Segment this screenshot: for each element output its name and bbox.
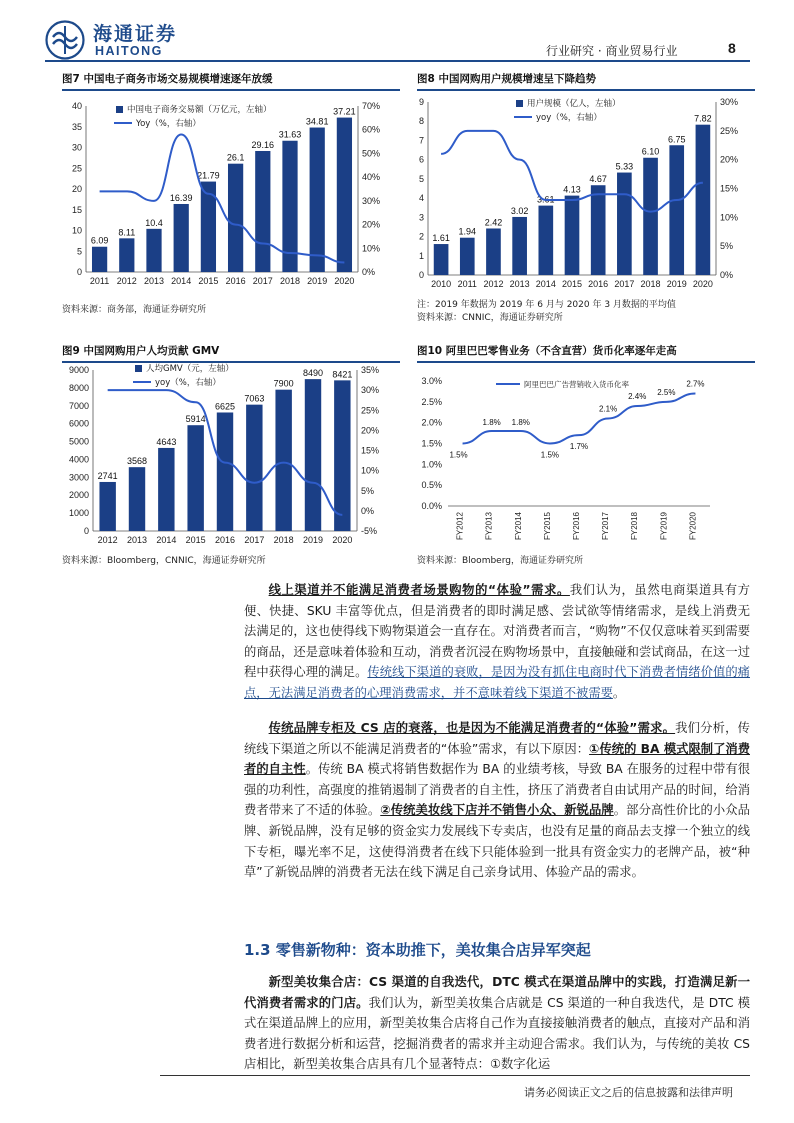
x-tick: 2015 bbox=[561, 279, 583, 289]
p1-segment: 线上渠道并不能满足消费者场景购物的“体验”需求。 bbox=[268, 583, 570, 597]
bar-data-label: 4.67 bbox=[589, 174, 607, 185]
figure-10-source: 资料来源：Bloomberg，海通证券研究所 bbox=[417, 556, 583, 566]
figure-8-source: 资料来源：CNNIC，海通证券研究所 bbox=[417, 313, 563, 323]
paragraph-beauty-store bbox=[244, 972, 750, 1075]
legend-bar-label: 中国电子商务交易额（万亿元，左轴） bbox=[127, 105, 272, 115]
y-tick: 2.5% bbox=[421, 396, 442, 407]
x-tick: 2012 bbox=[483, 279, 504, 289]
bar bbox=[591, 185, 606, 275]
p2-segment: 。部分高性价比的小众品牌、新锐品牌，没有足够的资金实力发展线下专卖店，也没有足量的商品去支撑一个独立的线下专柜，曝光率不足，这使得消费者在线下只能体验到一批具有资金实力的老牌产品，被“种草”了新锐品牌的消费者无法在线下满足自己亲身试用、体验产品的需求。 bbox=[244, 803, 750, 880]
y-left-tick: 6 bbox=[418, 154, 424, 165]
y-left-tick: 4 bbox=[418, 193, 424, 204]
bar-data-label: 4.13 bbox=[563, 184, 581, 195]
x-tick: 2010 bbox=[431, 279, 452, 289]
y-left-tick: 5 bbox=[76, 246, 82, 257]
bar-data-label: 26.1 bbox=[226, 152, 245, 163]
x-tick: FY2015 bbox=[542, 512, 552, 541]
y-left-tick: 10 bbox=[71, 225, 82, 236]
bar bbox=[275, 390, 291, 531]
data-label: 2.1% bbox=[598, 404, 618, 414]
bar-data-label: 6.10 bbox=[641, 146, 660, 157]
bar-data-label: 3.61 bbox=[537, 194, 555, 205]
y-left-tick: 25 bbox=[71, 163, 82, 174]
p2-segment: 我们分析，传统线下渠道之所以不能满足消费者的“体验”需求，有以下原因： bbox=[244, 721, 750, 756]
y-right-tick: 30% bbox=[362, 195, 381, 206]
y-left-tick: 15 bbox=[71, 204, 82, 215]
x-tick: 2013 bbox=[126, 535, 148, 545]
bar bbox=[187, 425, 203, 531]
x-tick: FY2014 bbox=[513, 512, 523, 541]
y-right-tick: 20% bbox=[362, 219, 381, 230]
y-right-tick: 0% bbox=[362, 267, 376, 277]
x-tick: FY2012 bbox=[455, 512, 465, 541]
y-tick: 1.0% bbox=[421, 459, 442, 470]
legend-line-label: Yoy（%，右轴） bbox=[136, 119, 201, 129]
footer-rule bbox=[160, 1075, 750, 1076]
bar-data-label: 4643 bbox=[156, 436, 177, 447]
y-right-tick: 70% bbox=[362, 101, 381, 111]
p3-segment: 我们认为，新型美妆集合店就是 CS 渠道的一种自我迭代，是 DTC 模式在渠道品牌上的应用，新型美妆集合店将自己作为直接接触消费者的触点，直接对产品和消费者进行数据分析和运营，挖掘消费者的需求并主动迎合需求。我们认为，与传统的美妆 CS 店相比，新型美妆集合店具有几个显著特点：①数字化运 bbox=[244, 995, 750, 1072]
x-tick: FY2016 bbox=[572, 512, 581, 541]
header-section: 行业研究 · 商业贸易行业 bbox=[546, 44, 678, 58]
bar bbox=[310, 128, 325, 272]
figure-7-rule bbox=[62, 89, 400, 91]
p2-segment: ①传统的 BA 模式限制了消费者的自主性 bbox=[244, 741, 750, 777]
x-tick: 2017 bbox=[614, 279, 635, 289]
bar bbox=[174, 204, 189, 272]
y-right-tick: 60% bbox=[362, 124, 381, 135]
y-right-tick: 20% bbox=[720, 154, 739, 165]
legend-bar-swatch bbox=[135, 365, 142, 372]
figure-8-note: 注：2019 年数据为 2019 年 6 月与 2020 年 3 月数据的平均值 bbox=[417, 300, 676, 310]
y-tick: 1.5% bbox=[421, 438, 442, 449]
logo-text-cn: 海通证券 bbox=[93, 23, 178, 45]
figure-8-rule bbox=[417, 89, 755, 91]
figure-8-title: 图8 中国网购用户规模增速呈下降趋势 bbox=[417, 73, 596, 85]
x-tick: 2014 bbox=[171, 276, 192, 286]
legend-bar-swatch bbox=[116, 106, 123, 113]
x-tick: FY2017 bbox=[601, 512, 611, 541]
data-label: 1.8% bbox=[511, 418, 530, 427]
y-left-tick: 9000 bbox=[68, 365, 89, 375]
y-left-tick: 1000 bbox=[68, 508, 89, 519]
y-tick: 0.5% bbox=[421, 480, 442, 491]
y-left-tick: 6000 bbox=[68, 418, 89, 429]
paragraph-online-channel bbox=[244, 580, 750, 704]
x-tick: 2020 bbox=[332, 535, 353, 545]
bar bbox=[99, 482, 115, 531]
x-tick: FY2020 bbox=[688, 512, 698, 541]
bar bbox=[129, 467, 145, 531]
y-right-tick: 5% bbox=[720, 241, 734, 252]
legend-line-label: 阿里巴巴广告营销收入货币化率 bbox=[524, 380, 629, 389]
y-right-tick: 15% bbox=[361, 445, 380, 456]
y-tick: 2.0% bbox=[421, 417, 442, 428]
bar-data-label: 21.79 bbox=[197, 170, 220, 181]
y-left-tick: 8000 bbox=[68, 382, 89, 393]
p1-segment: 我们认为，虽然电商渠道具有方便、快捷、SKU 丰富等优点，但是消费者的即时满足感、尝试欲等情绪需求，是线上消费无法满足的，这也使得线下购物渠道会一直存在。对消费者而言，“购物”不仅仅意味着买到需要的商品，还是意味着体验和互动，消费者沉浸在购物场景中，直接触碰和尝试商品，在这一过程中获得心理的满足。 bbox=[244, 583, 750, 680]
x-tick: FY2018 bbox=[630, 512, 640, 541]
data-label: 2.4% bbox=[628, 392, 647, 401]
figure-7-source: 资料来源：商务部，海通证券研究所 bbox=[62, 305, 207, 315]
y-tick: 0.0% bbox=[421, 501, 442, 511]
y-left-tick: 0 bbox=[76, 267, 82, 277]
x-tick: 2018 bbox=[640, 279, 661, 289]
figure-10-title: 图10 阿里巴巴零售业务（不含直营）货币化率逐年走高 bbox=[417, 345, 677, 357]
x-tick: 2020 bbox=[692, 279, 713, 289]
bar bbox=[538, 206, 553, 275]
y-left-tick: 40 bbox=[71, 101, 82, 111]
bar bbox=[643, 158, 658, 275]
bar-data-label: 3568 bbox=[126, 456, 148, 467]
legend-line-label: yoy（%，右轴） bbox=[536, 113, 602, 123]
x-tick: 2013 bbox=[143, 276, 165, 286]
y-left-tick: 1 bbox=[418, 250, 424, 261]
p2-segment: 传统品牌专柜及 CS 店的衰落，也是因为不能满足消费者的“体验”需求。 bbox=[268, 721, 676, 735]
y-left-tick: 0 bbox=[83, 526, 89, 536]
logo bbox=[45, 18, 215, 64]
y-right-tick: 10% bbox=[362, 243, 381, 254]
bar-data-label: 7900 bbox=[273, 378, 294, 389]
p1-segment: 传统线下渠道的衰败，是因为没有抓住电商时代下消费者情绪价值的痛点，无法满足消费者的心理消费需求，并不意味着线下渠道不被需要 bbox=[244, 665, 750, 700]
p3-segment: 新型美妆集合店：CS 渠道的自我迭代，DTC 模式在渠道品牌中的实践，打造满足新一代消费者需求的门店。 bbox=[244, 975, 750, 1010]
y-left-tick: 0 bbox=[418, 270, 424, 280]
y-right-tick: 30% bbox=[361, 385, 380, 396]
legend-bar-label: 人均GMV（元，左轴） bbox=[146, 364, 234, 374]
bar bbox=[617, 173, 632, 275]
y-left-tick: 3 bbox=[418, 212, 424, 223]
y-left-tick: 3000 bbox=[68, 472, 89, 483]
bar bbox=[228, 164, 243, 272]
bar-data-label: 2741 bbox=[97, 470, 118, 481]
y-right-tick: 40% bbox=[362, 172, 381, 183]
x-tick: 2014 bbox=[535, 279, 556, 289]
x-tick: 2011 bbox=[89, 276, 110, 286]
bar bbox=[217, 412, 233, 531]
data-label: 2.5% bbox=[657, 387, 676, 397]
logo-text-en: HAITONG bbox=[95, 44, 163, 58]
figure-7-title: 图7 中国电子商务市场交易规模增速逐年放缓 bbox=[62, 73, 273, 85]
y-left-tick: 7000 bbox=[68, 400, 89, 411]
y-right-tick: 15% bbox=[720, 183, 739, 194]
bar bbox=[119, 238, 134, 272]
bar-data-label: 8.11 bbox=[118, 227, 136, 238]
bar-data-label: 8421 bbox=[332, 369, 353, 380]
paragraph-traditional-counter bbox=[244, 718, 750, 883]
bar-data-label: 29.16 bbox=[251, 139, 275, 150]
bar-data-label: 6625 bbox=[214, 401, 236, 412]
figure-9-chart bbox=[55, 363, 400, 553]
y-right-tick: 10% bbox=[720, 212, 739, 223]
figure-7-chart bbox=[60, 92, 400, 294]
x-tick: 2012 bbox=[116, 276, 137, 286]
bar-data-label: 1.94 bbox=[458, 226, 477, 237]
y-left-tick: 5000 bbox=[68, 436, 89, 447]
bar-data-label: 31.63 bbox=[278, 129, 302, 140]
bar bbox=[565, 196, 580, 275]
x-tick: 2013 bbox=[509, 279, 530, 289]
bar bbox=[146, 229, 161, 272]
bar bbox=[512, 217, 527, 275]
x-tick: 2018 bbox=[273, 535, 294, 545]
bar-data-label: 16.39 bbox=[169, 192, 193, 203]
y-right-tick: 0% bbox=[720, 270, 734, 280]
figure-8-chart bbox=[410, 92, 755, 296]
bar bbox=[255, 151, 270, 272]
y-right-tick: 30% bbox=[720, 97, 739, 107]
x-tick: FY2019 bbox=[659, 512, 669, 541]
bar-data-label: 5.33 bbox=[615, 161, 634, 172]
data-label: 1.8% bbox=[482, 418, 501, 427]
y-left-tick: 30 bbox=[71, 142, 82, 153]
x-tick: 2019 bbox=[307, 276, 328, 286]
bar-data-label: 7063 bbox=[244, 393, 265, 404]
x-tick: 2018 bbox=[279, 276, 301, 286]
bar bbox=[434, 244, 449, 275]
y-left-tick: 4000 bbox=[68, 454, 89, 465]
x-tick: 2017 bbox=[252, 276, 273, 286]
y-left-tick: 8 bbox=[418, 116, 424, 127]
bar bbox=[669, 145, 684, 275]
y-left-tick: 2000 bbox=[68, 490, 89, 501]
y-left-tick: 35 bbox=[71, 121, 82, 132]
y-left-tick: 2 bbox=[418, 231, 424, 242]
x-tick: 2012 bbox=[97, 535, 118, 545]
x-tick: 2016 bbox=[214, 535, 236, 545]
x-tick: 2014 bbox=[156, 535, 177, 545]
legend-bar-swatch bbox=[516, 100, 523, 107]
x-tick: 2016 bbox=[588, 279, 609, 289]
bar-data-label: 1.61 bbox=[432, 233, 450, 244]
y-right-tick: 25% bbox=[720, 125, 739, 136]
y-right-tick: 5% bbox=[361, 485, 375, 496]
x-tick: 2016 bbox=[225, 276, 246, 286]
y-right-tick: 20% bbox=[361, 425, 380, 436]
p2-segment: ②传统美妆线下店并不销售小众、新锐品牌 bbox=[380, 803, 614, 818]
bar-data-label: 3.02 bbox=[510, 205, 529, 216]
y-right-tick: 0% bbox=[361, 505, 375, 516]
bar-data-label: 6.75 bbox=[667, 134, 686, 145]
bar bbox=[305, 379, 321, 531]
y-tick: 3.0% bbox=[421, 376, 442, 386]
bar bbox=[246, 405, 262, 531]
data-label: 1.5% bbox=[540, 450, 560, 460]
bar bbox=[334, 380, 350, 531]
data-label: 1.5% bbox=[449, 450, 468, 460]
figure-9-title: 图9 中国网购用户人均贡献 GMV bbox=[62, 345, 220, 357]
x-tick: 2015 bbox=[198, 276, 219, 286]
y-right-tick: 25% bbox=[361, 405, 380, 416]
yoy-line bbox=[441, 131, 703, 212]
yoy-line bbox=[100, 134, 345, 262]
bar bbox=[486, 228, 501, 275]
bar-data-label: 34.81 bbox=[305, 116, 329, 127]
bar-data-label: 5914 bbox=[185, 414, 206, 425]
x-tick: FY2013 bbox=[484, 512, 494, 541]
bar-data-label: 2.42 bbox=[484, 217, 503, 228]
bar bbox=[92, 247, 107, 272]
footer-disclaimer: 请务必阅读正文之后的信息披露和法律声明 bbox=[524, 1086, 733, 1099]
data-label: 2.7% bbox=[686, 379, 705, 389]
x-tick: 2019 bbox=[666, 279, 687, 289]
section-heading: 1.3 零售新物种：资本助推下，美妆集合店异军突起 bbox=[244, 941, 591, 959]
bar bbox=[460, 238, 475, 275]
bar-data-label: 8490 bbox=[302, 368, 324, 379]
figure-9-source: 资料来源：Bloomberg，CNNIC，海通证券研究所 bbox=[62, 556, 266, 566]
figure-10-chart bbox=[410, 363, 755, 553]
bar bbox=[337, 118, 352, 272]
y-right-tick: 50% bbox=[362, 148, 381, 159]
y-left-tick: 7 bbox=[418, 135, 424, 146]
p1-segment: 。 bbox=[612, 685, 626, 700]
bar bbox=[158, 448, 174, 531]
x-tick: 2011 bbox=[457, 279, 477, 289]
x-tick: 2015 bbox=[185, 535, 206, 545]
legend-bar-label: 用户规模（亿人，左轴） bbox=[527, 99, 621, 109]
p2-segment: 。传统 BA 模式将销售数据作为 BA 的业绩考核，导致 BA 在服务的过程中带有很强的功利性，高强度的推销遏制了消费者的自主性，挤压了消费者自由试用产品的时间，给消费者带来了不适的体验。 bbox=[244, 762, 750, 818]
x-tick: 2020 bbox=[334, 276, 355, 286]
y-left-tick: 9 bbox=[418, 97, 424, 107]
x-tick: 2017 bbox=[244, 535, 265, 545]
y-left-tick: 20 bbox=[71, 184, 82, 194]
bar-data-label: 37.21 bbox=[333, 106, 356, 117]
legend-line-label: yoy（%，右轴） bbox=[155, 378, 221, 388]
bar-data-label: 7.82 bbox=[694, 113, 712, 124]
y-left-tick: 5 bbox=[418, 173, 424, 184]
y-right-tick: 35% bbox=[361, 365, 380, 375]
bar bbox=[696, 125, 711, 275]
page-number: 8 bbox=[728, 40, 736, 56]
haitong-logo-icon bbox=[45, 20, 85, 60]
data-label: 1.7% bbox=[569, 442, 589, 452]
x-tick: 2019 bbox=[302, 535, 324, 545]
y-right-tick: -5% bbox=[361, 526, 378, 536]
header-rule bbox=[45, 60, 750, 62]
bar-data-label: 6.09 bbox=[90, 235, 109, 246]
bar-data-label: 10.4 bbox=[145, 217, 163, 228]
y-right-tick: 10% bbox=[361, 465, 380, 476]
